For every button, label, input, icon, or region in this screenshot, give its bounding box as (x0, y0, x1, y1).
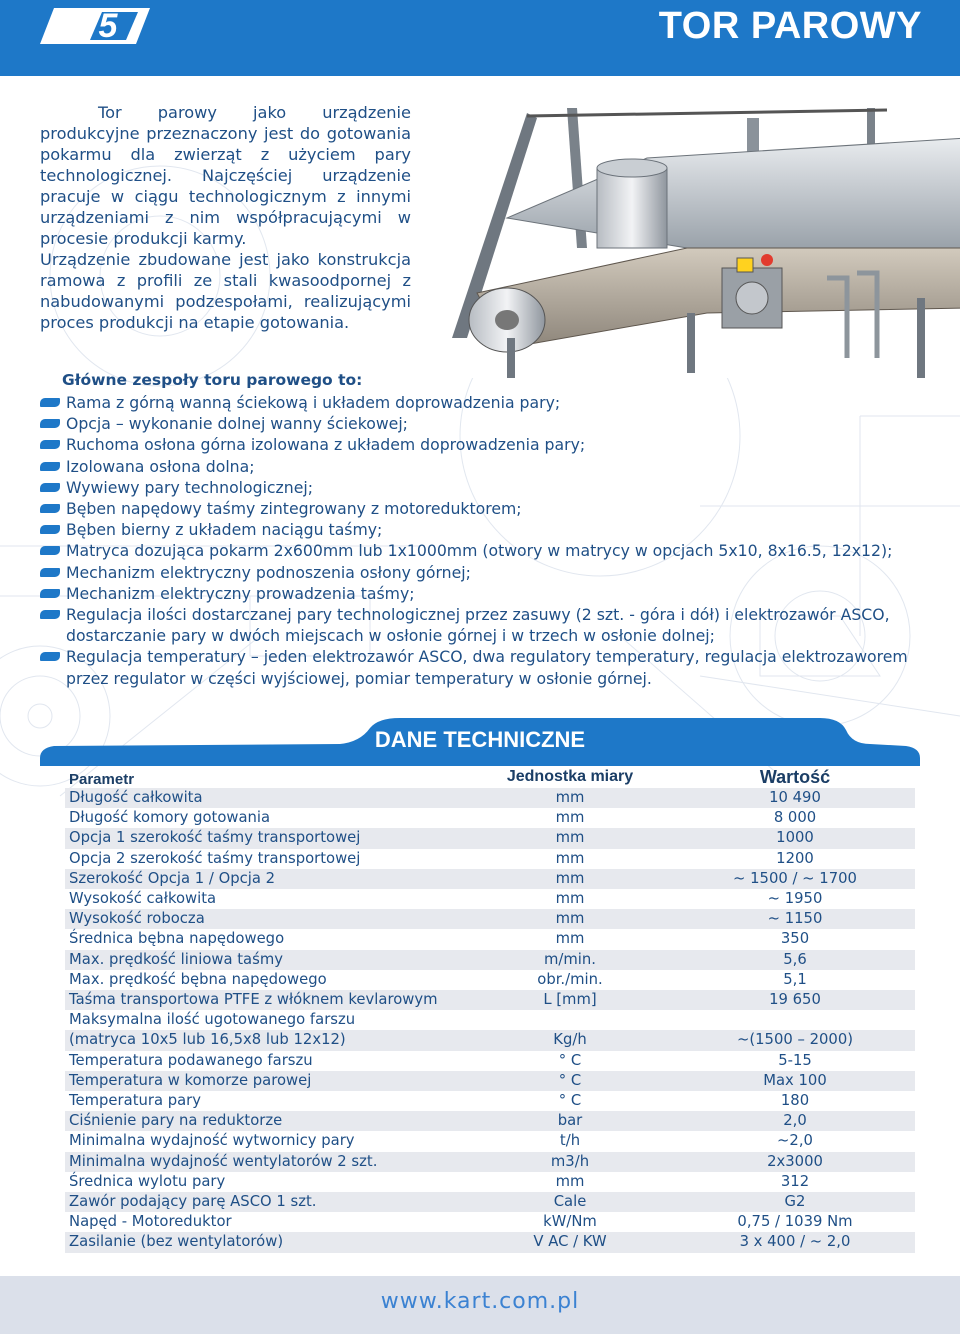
table-row (65, 1192, 915, 1212)
cell-unit: m/min. (465, 950, 675, 970)
cell-unit: mm (555, 1172, 585, 1190)
intro-paragraph-2: Urządzenie zbudowane jest jako konstrukcja ramowa z profili ze stali kwasoodpornej z nabudowanymi podzespołami, realizującymi proces produkcji na etapie gotowania. (40, 250, 411, 332)
technical-data-rows (65, 788, 915, 1253)
table-row (65, 1111, 915, 1131)
cell-unit: bar (465, 1111, 675, 1131)
table-row (65, 1152, 915, 1172)
intro-paragraph-1: Tor parowy jako urządzenie produkcyjne przeznaczony jest do gotowania pokarmu dla zwierząt z użyciem pary technologicznej. Najczęściej urządzenie pracuje w ciągu technologicznym z innymi urządzeniami z nim współpracującymi w procesie produkcji karmy. (40, 103, 411, 248)
bullet-icon (40, 462, 60, 471)
list-item: Mechanizm elektryczny prowadzenia taśmy; (40, 583, 935, 604)
table-row (65, 1131, 915, 1151)
cell-unit: L [mm] (465, 990, 675, 1010)
bullet-icon (40, 525, 60, 534)
table-row (65, 1051, 915, 1071)
cell-unit: mm (555, 930, 585, 948)
table-row (65, 869, 915, 889)
list-item: Izolowana osłona dolna; (40, 456, 935, 477)
table-row (65, 1091, 915, 1111)
list-item: Wywiewy pary technologicznej; (40, 477, 935, 498)
cell-unit: Cale (465, 1192, 675, 1212)
cell-value: 350 (780, 930, 810, 948)
cell-value: 8 000 (773, 809, 817, 827)
cell-param: Długość całkowita (65, 788, 465, 808)
cell-param: Temperatura w komorze parowej (65, 1071, 465, 1091)
cell-unit: t/h (559, 1132, 581, 1150)
page-header (0, 0, 960, 76)
cell-value: ~ 1500 / ~ 1700 (675, 869, 915, 889)
cell-param: Napęd - Motoreduktor (69, 1213, 232, 1231)
cell-value: 19 650 (675, 990, 915, 1010)
page-footer (0, 1276, 960, 1334)
cell-unit: kW/Nm (543, 1213, 597, 1231)
table-row (65, 950, 915, 970)
column-header-param: Parametr (69, 771, 135, 788)
cell-param: Temperatura podawanego farszu (69, 1051, 313, 1069)
cell-value: 1200 (776, 849, 814, 867)
table-row (65, 808, 915, 828)
table-row (65, 1071, 915, 1091)
cell-value: 0,75 / 1039 Nm (737, 1213, 853, 1231)
cell-value: 5,6 (675, 950, 915, 970)
cell-value: G2 (675, 1192, 915, 1212)
cell-value: 10 490 (675, 788, 915, 808)
technical-data-section (40, 718, 920, 1266)
cell-value: 2,0 (675, 1111, 915, 1131)
cell-param: Minimalna wydajność wytwornicy pary (69, 1132, 355, 1150)
list-item: Regulacja temperatury – jeden elektrozawór ASCO, dwa regulatory temperatury, regulacja elektrozaworem przez regulator w części wyjściowej, pomiar temperatury w osłonie górnej. (40, 646, 935, 688)
cell-param: Ciśnienie pary na reduktorze (65, 1111, 465, 1131)
cell-param: Temperatura pary (69, 1092, 202, 1110)
table-row (65, 929, 915, 949)
cell-value: 5,1 (783, 970, 807, 988)
cell-value: Max 100 (675, 1071, 915, 1091)
cell-param: Wysokość całkowita (69, 890, 217, 908)
cell-param: Długość komory gotowania (69, 809, 271, 827)
technical-data-table (65, 766, 915, 1253)
table-row (65, 849, 915, 869)
cell-param: Średnica bębna napędowego (69, 930, 285, 948)
table-row (65, 1232, 915, 1252)
table-row (65, 1030, 915, 1050)
bullet-icon (40, 419, 60, 428)
cell-unit (465, 1010, 675, 1030)
cell-unit: mm (555, 809, 585, 827)
cell-param: Minimalna wydajność wentylatorów 2 szt. (65, 1152, 465, 1172)
cell-value: 5-15 (778, 1051, 812, 1069)
column-header-unit: Jednostka miary (506, 768, 634, 785)
footer-website-link[interactable]: www.kart.com.pl (380, 1289, 580, 1314)
cell-value: 1000 (675, 828, 915, 848)
cell-param: Max. prędkość liniowa taśmy (65, 950, 465, 970)
cell-param: Maksymalna ilość ugotowanego farszu (69, 1011, 356, 1029)
cell-unit: Kg/h (465, 1030, 675, 1050)
cell-unit: m3/h (465, 1152, 675, 1172)
cell-param: Zawór podający parę ASCO 1 szt. (65, 1192, 465, 1212)
cell-value (675, 1010, 915, 1030)
cell-unit: ° C (558, 1051, 582, 1069)
list-item: Regulacja ilości dostarczanej pary technologicznej przez zasuwy (2 szt. - góra i dół) i elektrozawór ASCO, dostarczanie pary w dwóch miejscach w osłonie górnej i w trzech w osłonie dolnej; (40, 604, 935, 646)
cell-value: 3 x 400 / ~ 2,0 (675, 1232, 915, 1252)
list-item: Matryca dozująca pokarm 2x600mm lub 1x1000mm (otwory w matrycy w opcjach 5x10, 8x16.5, 12x12); (40, 540, 935, 561)
page-title: TOR PAROWY (658, 5, 922, 47)
cell-param: (matryca 10x5 lub 16,5x8 lub 12x12) (65, 1030, 465, 1050)
bullet-icon (40, 610, 60, 619)
bullet-icon (40, 440, 60, 449)
cell-value: ~ 1150 (675, 909, 915, 929)
section-number: 5 (98, 7, 118, 45)
table-row (65, 1212, 915, 1232)
cell-unit: mm (555, 849, 585, 867)
table-row (65, 1010, 915, 1030)
bullet-icon (40, 589, 60, 598)
cell-param: Średnica wylotu pary (69, 1172, 226, 1190)
cell-value: ~2,0 (777, 1132, 813, 1150)
cell-value: 180 (780, 1092, 810, 1110)
list-item: Bęben bierny z układem naciągu taśmy; (40, 519, 935, 540)
table-row (65, 970, 915, 990)
cell-param: Max. prędkość bębna napędowego (69, 970, 327, 988)
bullet-icon (40, 652, 60, 661)
table-row (65, 909, 915, 929)
cell-unit: mm (465, 909, 675, 929)
list-item: Mechanizm elektryczny podnoszenia osłony górnej; (40, 562, 935, 583)
table-row (65, 990, 915, 1010)
cell-param: Opcja 2 szerokość taśmy transportowej (69, 849, 361, 867)
components-list (40, 392, 935, 689)
intro-text (40, 102, 411, 333)
cell-unit: ° C (558, 1092, 582, 1110)
table-row (65, 1172, 915, 1192)
cell-value: ~(1500 – 2000) (675, 1030, 915, 1050)
list-item: Ruchoma osłona górna izolowana z układem doprowadzenia pary; (40, 434, 935, 455)
bullet-icon (40, 504, 60, 513)
bullet-icon (40, 398, 60, 407)
cell-param: Zasilanie (bez wentylatorów) (65, 1232, 465, 1252)
cell-param: Szerokość Opcja 1 / Opcja 2 (65, 869, 465, 889)
cell-unit: mm (465, 828, 675, 848)
cell-param: Opcja 1 szerokość taśmy transportowej (65, 828, 465, 848)
cell-unit: V AC / KW (465, 1232, 675, 1252)
table-row (65, 828, 915, 848)
list-item: Rama z górną wanną ściekową i układem doprowadzenia pary; (40, 392, 935, 413)
cell-unit: ° C (465, 1071, 675, 1091)
bullet-icon (40, 568, 60, 577)
cell-value: ~ 1950 (767, 890, 823, 908)
bullet-icon (40, 546, 60, 555)
cell-unit: mm (465, 869, 675, 889)
column-header-value: Wartość (759, 766, 831, 787)
technical-data-title: DANE TECHNICZNE (374, 727, 586, 752)
cell-unit: obr./min. (537, 970, 603, 988)
cell-value: 2x3000 (675, 1152, 915, 1172)
steam-tunnel-photo (447, 98, 960, 378)
cell-param: Taśma transportowa PTFE z włóknem kevlarowym (65, 990, 465, 1010)
components-section (40, 370, 935, 689)
cell-param: Wysokość robocza (65, 909, 465, 929)
table-row (65, 788, 915, 808)
components-title: Główne zespoły toru parowego to: (62, 371, 363, 389)
cell-unit: mm (465, 788, 675, 808)
list-item: Bęben napędowy taśmy zintegrowany z motoreduktorem; (40, 498, 935, 519)
cell-unit: mm (555, 890, 585, 908)
bullet-icon (40, 483, 60, 492)
table-row (65, 889, 915, 909)
list-item: Opcja – wykonanie dolnej wanny ściekowej; (40, 413, 935, 434)
cell-value: 312 (780, 1172, 810, 1190)
